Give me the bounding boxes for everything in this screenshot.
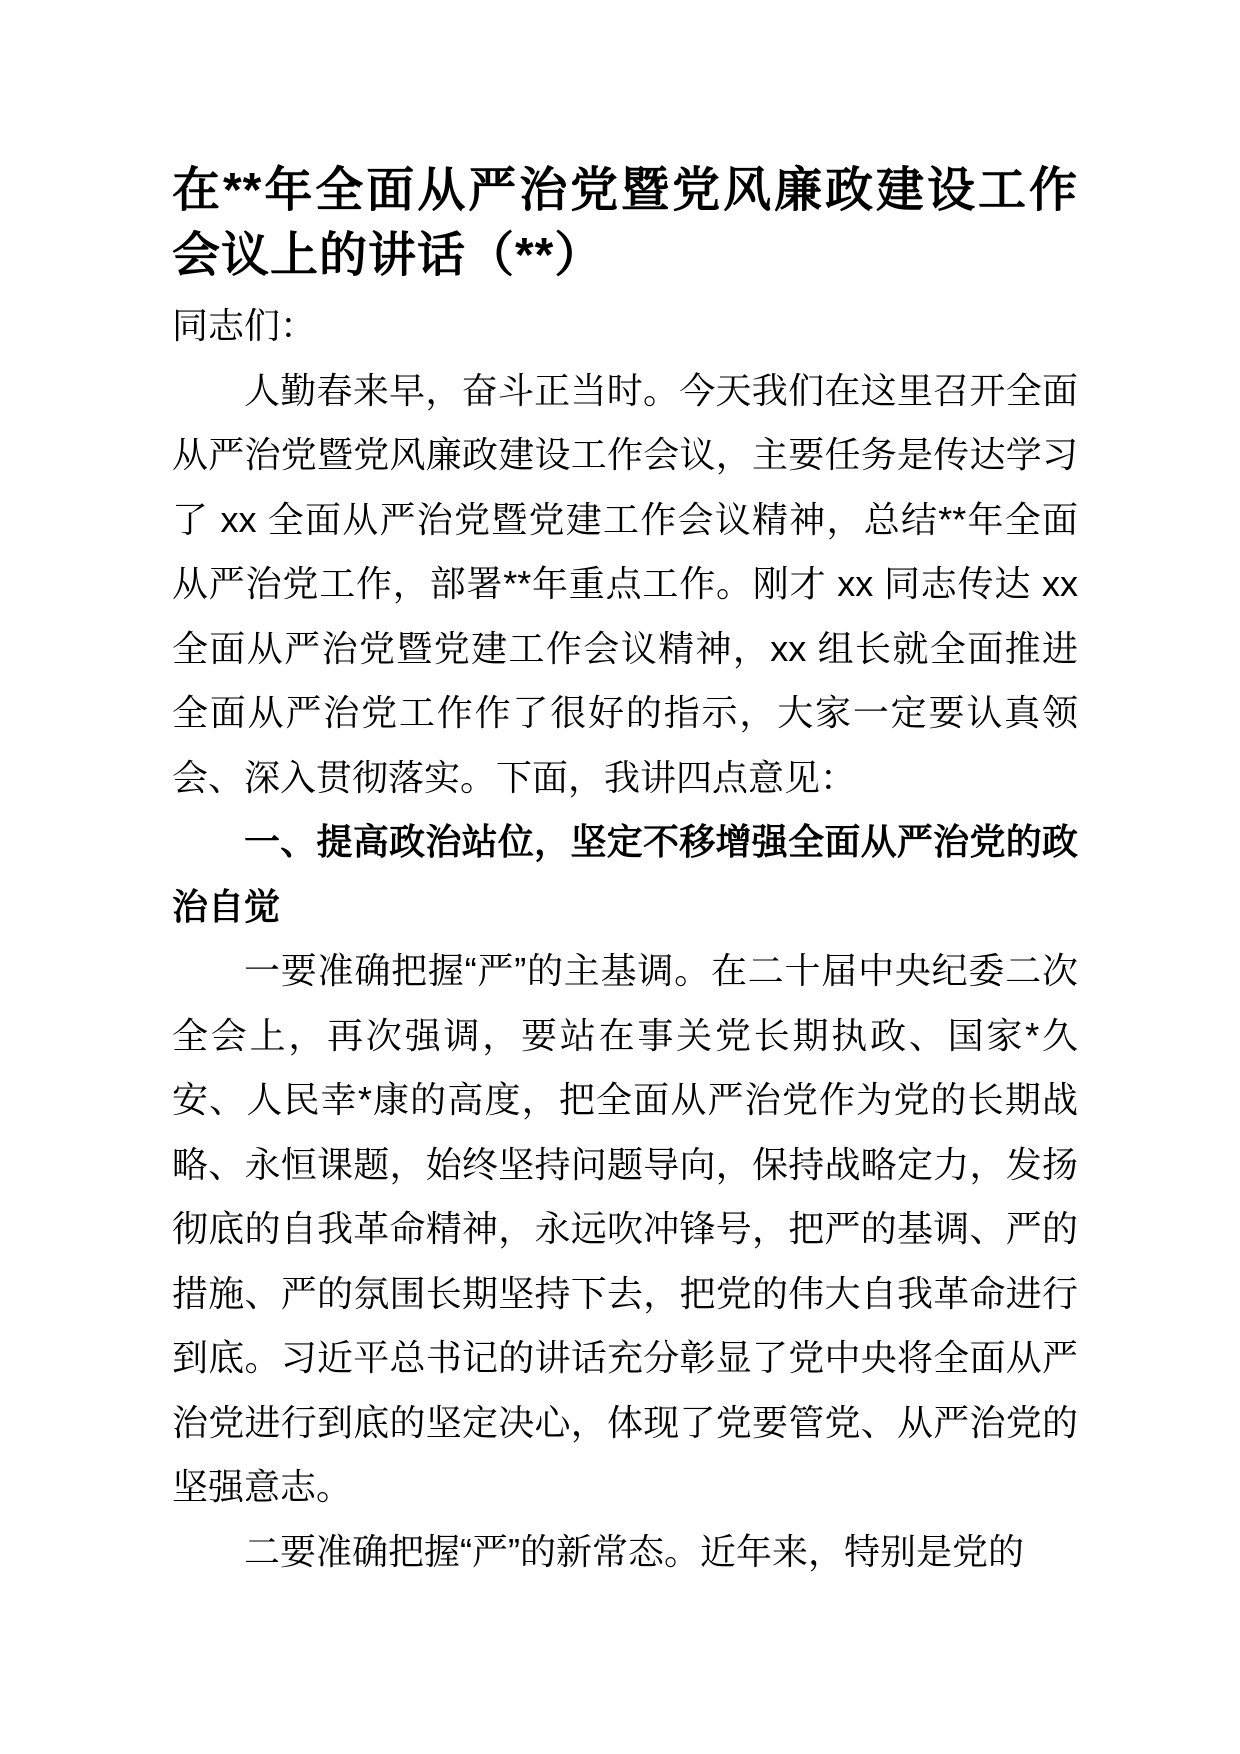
document-title: 在**年全面从严治党暨党风廉政建设工作会议上的讲话（**） xyxy=(172,164,1078,282)
paragraph-list xyxy=(172,294,1078,1584)
paragraph: 人勤春来早，奋斗正当时。今天我们在这里召开全面从严治党暨党风廉政建设工作会议，主要任务是传达学习了 xx 全面从严治党暨党建工作会议精神，总结**年全面从严治党工作，部署**年重点工作。刚才 xx 同志传达 xx 全面从严治党暨党建工作会议精神，xx 组长就全面推进全面从严治党工作作了很好的指示，大家一定要认真领会、深入贯彻落实。下面，我讲四点意见： xyxy=(172,369,1078,798)
paragraph: 一要准确把握“严”的主基调。在二十届中央纪委二次全会上，再次强调，要站在事关党长期执政、国家*久安、人民幸*康的高度，把全面从严治党作为党的长期战略、永恒课题，始终坚持问题导向，保持战略定力，发扬彻底的自我革命精神，永远吹冲锋号，把严的基调、严的措施、严的氛围长期坚持下去，把党的伟大自我革命进行到底。习近平总书记的讲话充分彰显了党中央将全面从严治党进行到底的坚定决心，体现了党要管党、从严治党的坚强意志。 xyxy=(172,950,1078,1507)
document-content xyxy=(172,158,1078,1584)
section-heading: 一、提高政治站位，坚定不移增强全面从严治党的政治自觉 xyxy=(172,821,1078,927)
paragraph: 二要准确把握“严”的新常态。近年来，特别是党的 xyxy=(244,1530,1024,1572)
paragraph: 同志们： xyxy=(172,305,317,346)
